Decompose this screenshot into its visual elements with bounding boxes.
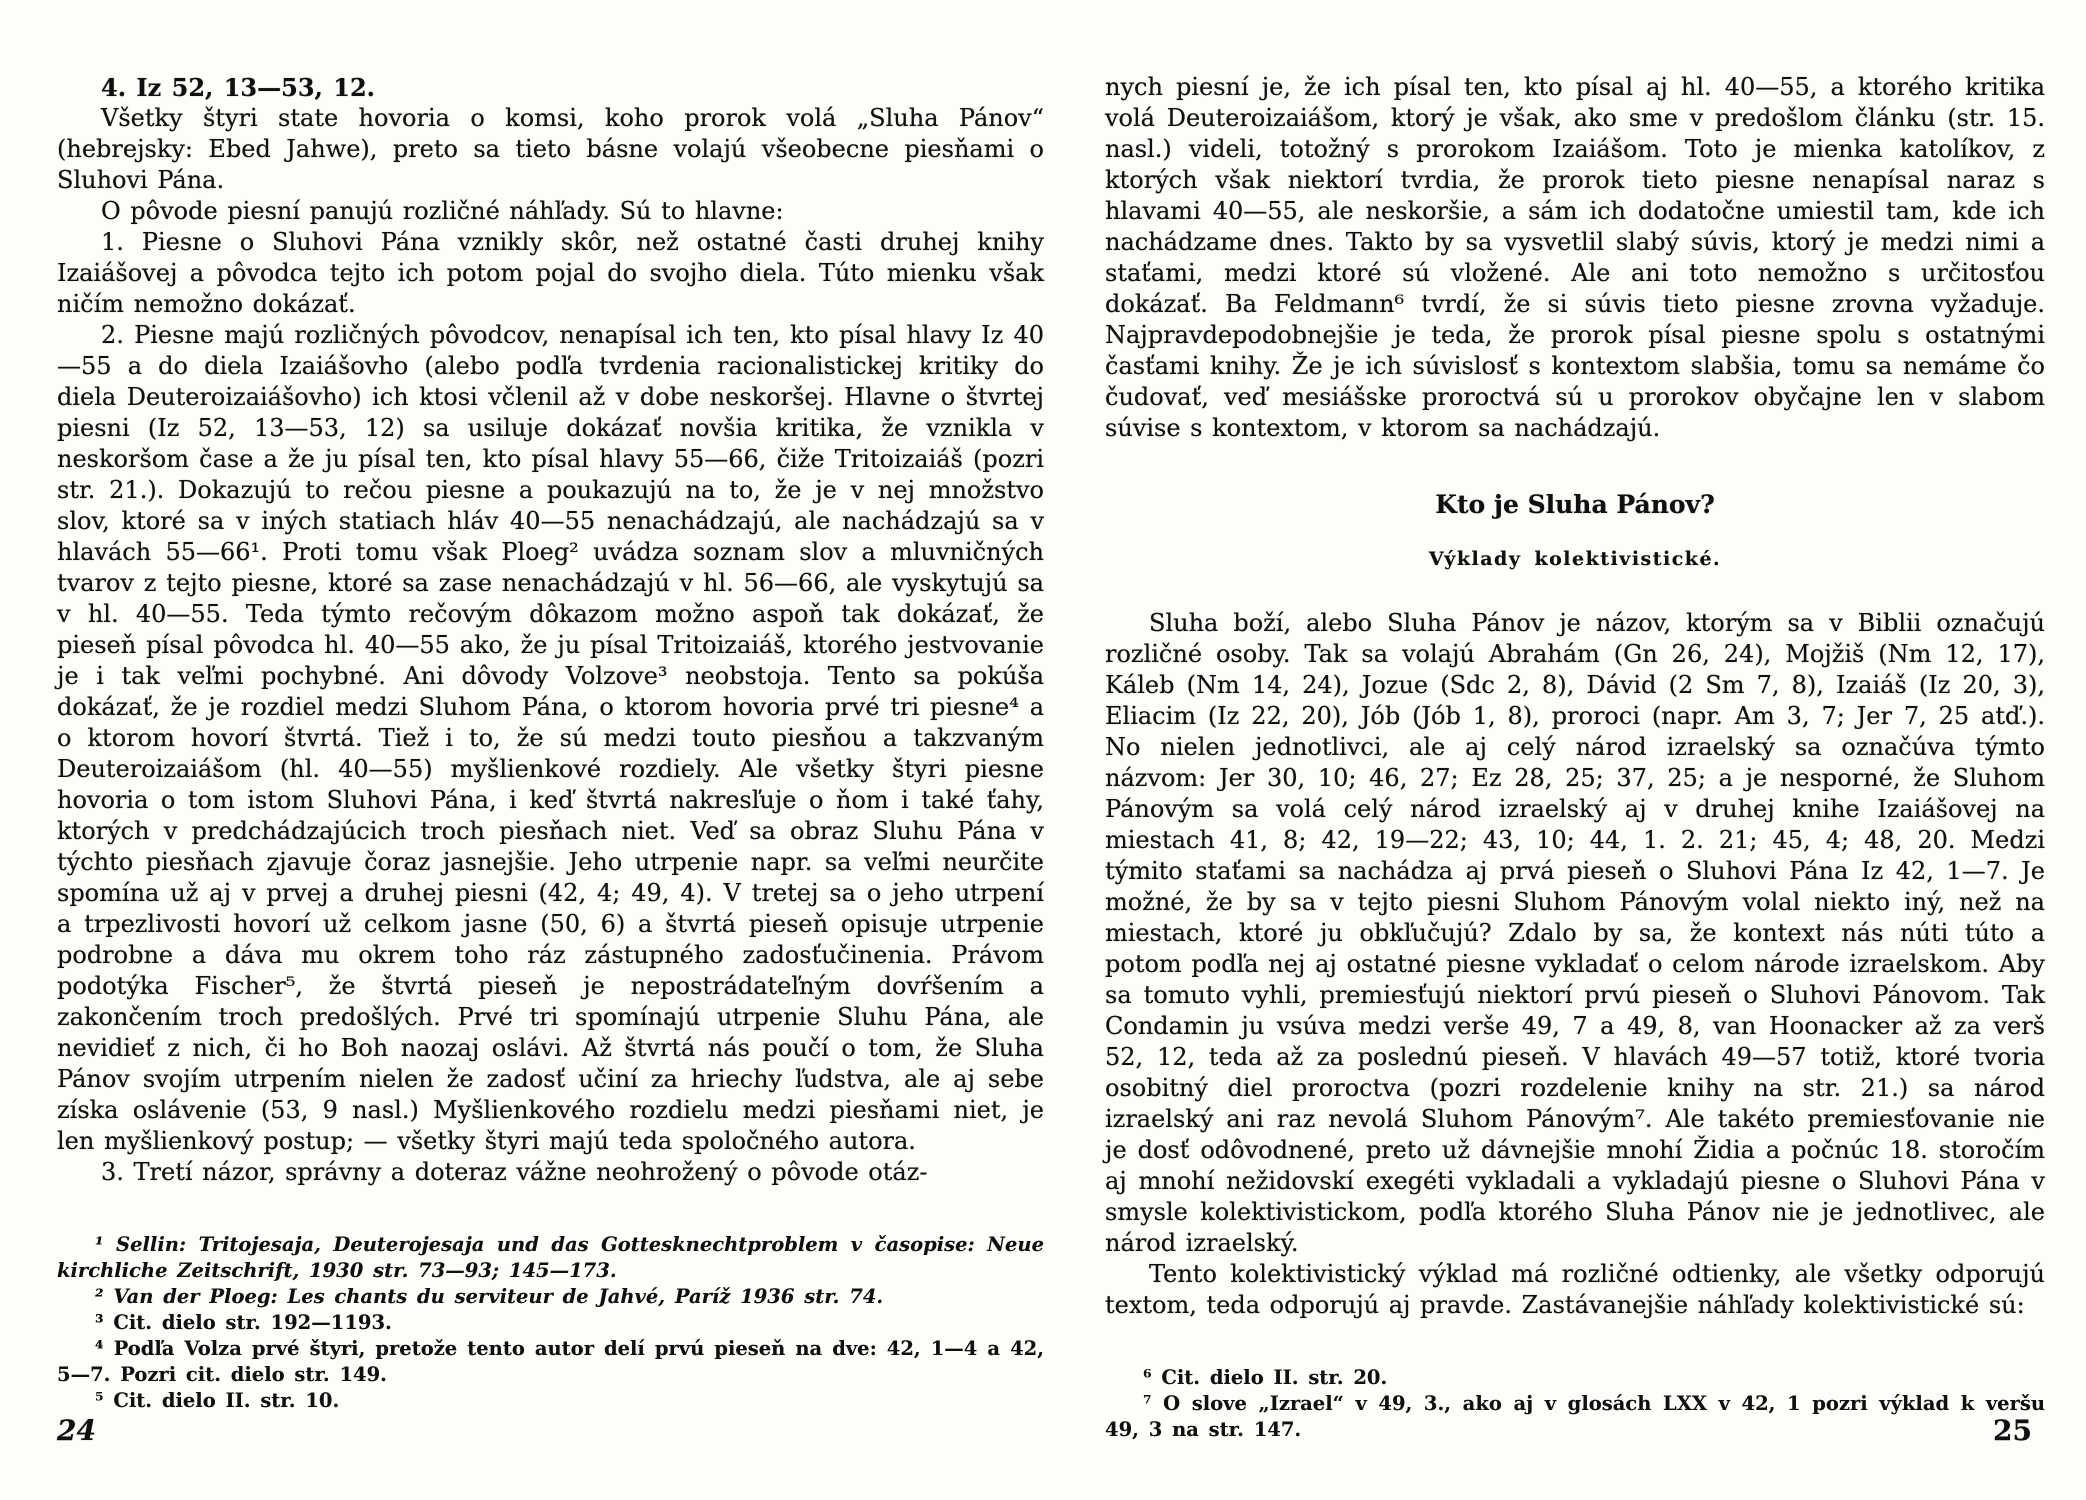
article-heading: Kto je Sluha Pánov? bbox=[1435, 490, 1715, 519]
section-reference-heading: 4. Iz 52, 13—53, 12. bbox=[101, 73, 375, 102]
continuation-paragraph: nych piesní je, že ich písal ten, kto písal aj hl. 40—55, a ktorého kritika volá Deuteroizaiášom, ktorý je však, ako sme v predošlom článku (str. 15. nasl.) videli, totožný s prorokom Izaiášom. Toto je mienka katolíkov, z ktorých však niektorí tvrdia, že prorok tieto piesne nenapísal naraz s hlavami 40—55, ale neskoršie, a sám ich dodatočne umiestil tam, kde ich nachádzame dnes. Takto by sa vysvetlil slabý súvis, ktorý je medzi nimi a staťami, medzi ktoré sú vložené. Ale ani toto nemožno s určitosťou dokázať. Ba Feldmann⁶ tvrdí, že si súvis tieto piesne zrovna vyžaduje. Najpravdepodobnejšie je teda, že prorok písal piesne spolu s ostatnými časťami knihy. Že je ich súvislosť s kontextom slabšia, tomu sa nemáme čo čudovať, veď mesiášske proroctvá sú u prorokov obyčajne len v slabom súvise s kontextom, v ktorom sa nachádzajú. bbox=[1105, 73, 2045, 442]
footnotes-left bbox=[57, 1232, 1044, 1414]
footnote: ³ Cit. dielo str. 192—1193. bbox=[95, 1311, 392, 1334]
paragraph: 2. Piesne majú rozličných pôvodcov, nenapísal ich ten, kto písal hlavy Iz 40—55 a do diela Izaiášovho (alebo podľa tvrdenia racionalistickej kritiky do diela Deuteroizaiášovho) ich ktosi včlenil až v dobe neskoršej. Hlavne o štvrtej piesni (Iz 52, 13—53, 12) sa usiluje dokázať novšia kritika, že vznikla v neskoršom čase a že ju písal ten, kto písal hlavy 55—66, čiže Tritoizaiáš (pozri str. 21.). Dokazujú to rečou piesne a poukazujú na to, že je v nej množstvo slov, ktoré sa v iných statiach hláv 40—55 nenachádzajú, ale nachádzajú sa v hlavách 55—66¹. Proti tomu však Ploeg² uvádza soznam slov a mluvničných tvarov z tejto piesne, ktoré sa zase nenachádzajú v hl. 56—66, ale vyskytujú sa v hl. 40—55. Teda týmto rečovým dôkazom možno aspoň tak dokázať, že pieseň písal pôvodca hl. 40—55 ako, že ju písal Tritoizaiáš, ktorého jestvovanie je i tak veľmi pochybné. Ani dôvody Volzove³ neobstoja. Tento sa pokúša dokázať, že je rozdiel medzi Sluhom Pána, o ktorom hovoria prvé tri piesne⁴ a o ktorom hovorí štvrtá. Tiež i to, že sú medzi touto piesňou a takzvaným Deuteroizaiášom (hl. 40—55) myšlienkové rozdiely. Ale všetky štyri piesne hovoria o tom istom Sluhovi Pána, i keď štvrtá nakresľuje o ňom i také ťahy, ktorých v predchádzajúcich troch piesňach niet. Veď sa obraz Sluhu Pána v týchto piesňach zjavuje čoraz jasnejšie. Jeho utrpenie napr. sa veľmi neurčite spomína už aj v prvej a druhej piesni (42, 4; 49, 4). V tretej sa o jeho utrpení a trpezlivosti hovorí už celkom jasne (50, 6) a štvrtá pieseň opisuje utrpenie podrobne a dáva mu okrem toho ráz zástupného zadosťučinenia. Právom podotýka Fischer⁵, že štvrtá pieseň je nepostrádateľným dovŕšením a zakončením troch predošlých. Prvé tri spomínajú utrpenie Sluhu Pána, ale nevidieť z nich, či ho Boh naozaj oslávi. Až štvrtá nás poučí o tom, že Sluha Pánov svojím utrpením nielen že zadosť učiní za hriechy ľudstva, ale aj sebe získa oslávenie (53, 9 nasl.) Myšlienkového rozdielu medzi piesňami niet, je len myšlienkový postup; — všetky štyri majú teda spoločného autora. bbox=[57, 321, 1044, 1155]
article-subheading: Výklady kolektivistické. bbox=[1428, 548, 1722, 570]
footnote: ¹ Sellin: Tritojesaja, Deuterojesaja und das Gottesknechtproblem v časopise: Neue kirchliche Zeitschrift, 1930 str. 73—93; 145—173. bbox=[57, 1233, 1044, 1282]
paragraph: Sluha boží, alebo Sluha Pánov je názov, ktorým sa v Biblii označujú rozličné osoby. Tak sa volajú Abrahám (Gn 26, 24), Mojžiš (Nm 12, 17), Káleb (Nm 14, 24), Jozue (Sdc 2, 8), Dávid (2 Sm 7, 8), Izaiáš (Iz 20, 3), Eliacim (Iz 22, 20), Jób (Jób 1, 8), proroci (napr. Am 3, 7; Jer 7, 25 atď.). No nielen jednotlivci, ale aj celý národ izraelský sa označúva týmto názvom: Jer 30, 10; 46, 27; Ez 28, 25; 37, 25; a je nesporné, že Sluhom Pánovým sa volá celý národ izraelský aj v druhej knihe Izaiášovej na miestach 41, 8; 42, 19—22; 43, 10; 44, 1. 2. 21; 45, 4; 48, 20. Medzi týmito staťami sa nachádza aj prvá pieseň o Sluhovi Pána Iz 42, 1—7. Je možné, že by sa v tejto piesni Sluhom Pánovým volal niekto iný, než na miestach, ktoré ju obkľučujú? Zdalo by sa, že kontext nás núti túto a potom podľa nej aj ostatné piesne vykladať o celom národe izraelskom. Aby sa tomuto vyhli, premiesťujú niektorí prvú pieseň o Sluhovi Pánovom. Tak Condamin ju vsúva medzi verše 49, 7 a 49, 8, van Hoonacker až za verš 52, 12, teda až za poslednú pieseň. V hlavách 49—57 totiž, ktoré tvoria osobitný diel proroctva (pozri rozdelenie knihy na str. 21.) sa národ izraelský ani raz nevolá Sluhom Pánovým⁷. Ale takéto premiesťovanie nie je dosť odôvodnené, preto už dávnejšie mnohí Židia a počnúc 18. storočím aj mnohí nežidovskí exegéti vykladali a vykladajú piesne o Sluhovi Pána v smysle kolektivistickom, podľa ktorého Sluha Pánov nie je jednotlivec, ale národ izraelský. bbox=[1105, 609, 2045, 1257]
footnote: ⁴ Podľa Volza prvé štyri, pretože tento autor delí prvú pieseň na dve: 42, 1—4 a 42, 5—7. Pozri cit. dielo str. 149. bbox=[57, 1337, 1044, 1386]
paragraph: 3. Tretí názor, správny a doteraz vážne neohrožený o pôvode otáz- bbox=[101, 1158, 928, 1186]
footnote: ⁶ Cit. dielo II. str. 20. bbox=[1143, 1366, 1388, 1389]
footnotes-right bbox=[1105, 1365, 2045, 1443]
page-left bbox=[57, 72, 1044, 1414]
footnote: ² Van der Ploeg: Les chants du serviteur de Jahvé, Paríž 1936 str. 74. bbox=[95, 1285, 884, 1308]
footnote: ⁷ O slove „Izrael“ v 49, 3., ako aj v glosách LXX v 42, 1 pozri výklad k veršu 49, 3 na str. 147. bbox=[1105, 1392, 2045, 1441]
paragraph: O pôvode piesní panujú rozličné náhľady. Sú to hlavne: bbox=[101, 197, 784, 225]
page-number-left: 24 bbox=[57, 1414, 96, 1447]
page-right bbox=[1105, 72, 2045, 1443]
footnote: ⁵ Cit. dielo II. str. 10. bbox=[95, 1389, 340, 1412]
page-number-right: 25 bbox=[1993, 1414, 2032, 1447]
paragraph: 1. Piesne o Sluhovi Pána vznikly skôr, než ostatné časti druhej knihy Izaiášovej a pôvodca tejto ich potom pojal do svojho diela. Túto mienku však ničím nemožno dokázať. bbox=[57, 228, 1044, 318]
paragraph: Tento kolektivistický výklad má rozličné odtienky, ale všetky odporujú textom, teda odporujú aj pravde. Zastávanejšie náhľady kolektivistické sú: bbox=[1105, 1260, 2045, 1319]
paragraph: Všetky štyri state hovoria o komsi, koho prorok volá „Sluha Pánov“ (hebrejsky: Ebed Jahwe), preto sa tieto básne volajú všeobecne piesňami o Sluhovi Pána. bbox=[57, 104, 1044, 194]
